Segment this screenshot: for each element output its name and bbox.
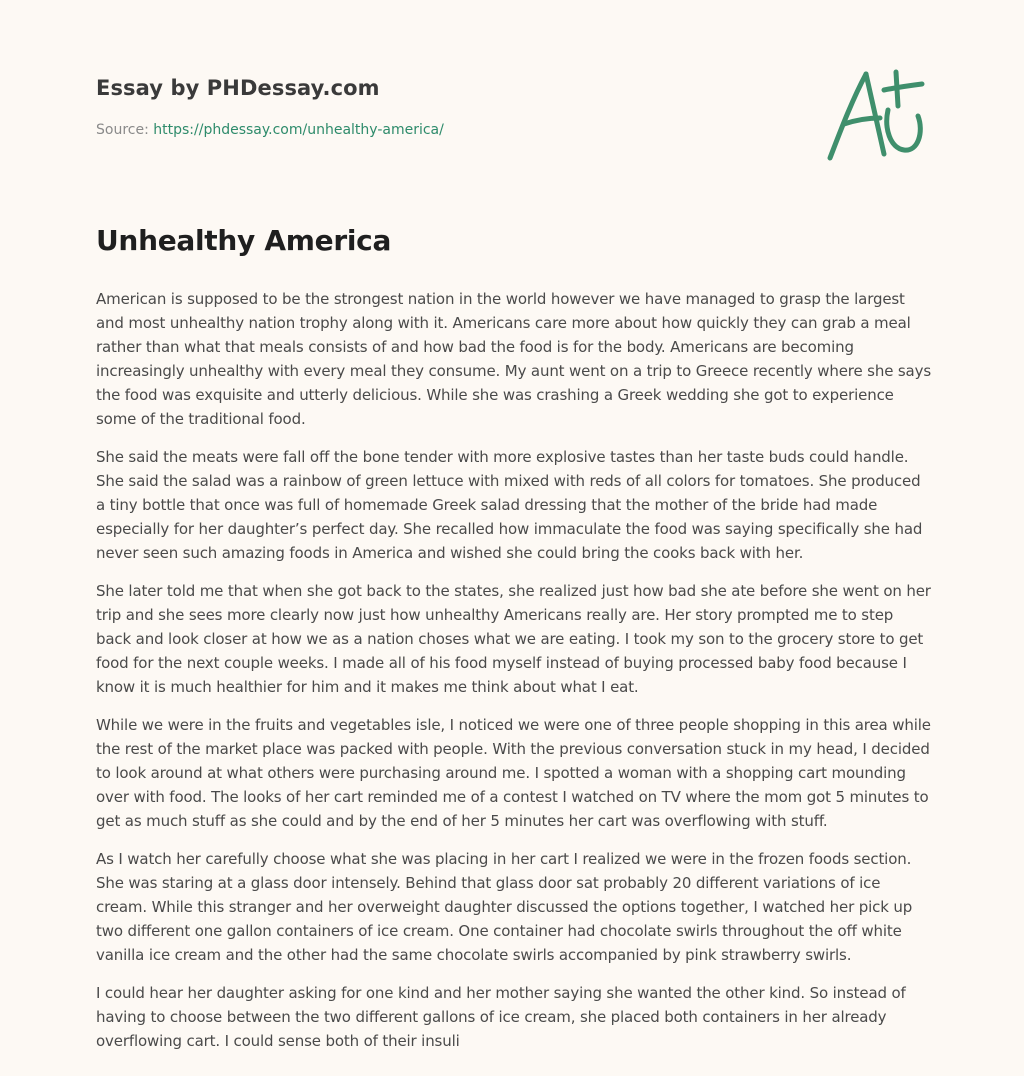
- a-plus-grade-icon: [822, 66, 928, 166]
- essay-header: [96, 76, 796, 138]
- essay-paragraph: I could hear her daughter asking for one kind and her mother saying she wanted the other kind. So instead of having to choose between the two different gallons of ice cream, she placed both containers in her already overflowing cart. I could sense both of their insuli: [96, 984, 906, 1050]
- essay-paragraph: While we were in the fruits and vegetables isle, I noticed we were one of three people shopping in this area while the rest of the market place was packed with people. With the previous conversation stuck in my head, I decided to look around at what others were purchasing around me. I spotted a woman with a shopping cart mounding over with food. The looks of her cart reminded me of a contest I watched on TV where the mom got 5 minutes to get as much stuff as she could and by the end of her 5 minutes her cart was overflowing with stuff.: [96, 716, 931, 830]
- essay-paragraph: She later told me that when she got back to the states, she realized just how bad she ate before she went on her trip and she sees more clearly now just how unhealthy Americans really are. Her story prompted me to step back and look closer at how we as a nation choses what we are eating. I took my son to the grocery store to get food for the next couple weeks. I made all of his food myself instead of buying processed baby food because I know it is much healthier for him and it makes me think about what I eat.: [96, 582, 931, 696]
- essay-paragraph: She said the meats were fall off the bone tender with more explosive tastes than her taste buds could handle. She said the salad was a rainbow of green lettuce with mixed with reds of all colors for tomatoes. She produced a tiny bottle that once was full of homemade Greek salad dressing that the mother of the bride had made especially for her daughter’s perfect day. She recalled how immaculate the food was saying specifically she had never seen such amazing foods in America and wished she could bring the cooks back with her.: [96, 448, 923, 562]
- source-line: [96, 122, 796, 138]
- site-brand: Essay by PHDessay.com: [96, 76, 380, 100]
- essay-title: Unhealthy America: [96, 224, 392, 257]
- source-link[interactable]: https://phdessay.com/unhealthy-america/: [153, 122, 444, 138]
- source-label: Source:: [96, 122, 149, 138]
- essay-paragraph: As I watch her carefully choose what she was placing in her cart I realized we were in the frozen foods section. She was staring at a glass door intensely. Behind that glass door sat probably 20 different variations of ice cream. While this stranger and her overweight daughter discussed the options together, I watched her pick up two different one gallon containers of ice cream. One container had chocolate swirls throughout the off white vanilla ice cream and the other had the same chocolate swirls accompanied by pink strawberry swirls.: [96, 850, 913, 964]
- essay-content: [96, 224, 932, 1067]
- essay-paragraph: American is supposed to be the strongest nation in the world however we have managed to grasp the largest and most unhealthy nation trophy along with it. Americans care more about how quickly they can grab a meal rather than what that meals consists of and how bad the food is for the body. Americans are becoming increasingly unhealthy with every meal they consume. My aunt went on a trip to Greece recently where she says the food was exquisite and utterly delicious. While she was crashing a Greek wedding she got to experience some of the traditional food.: [96, 290, 931, 428]
